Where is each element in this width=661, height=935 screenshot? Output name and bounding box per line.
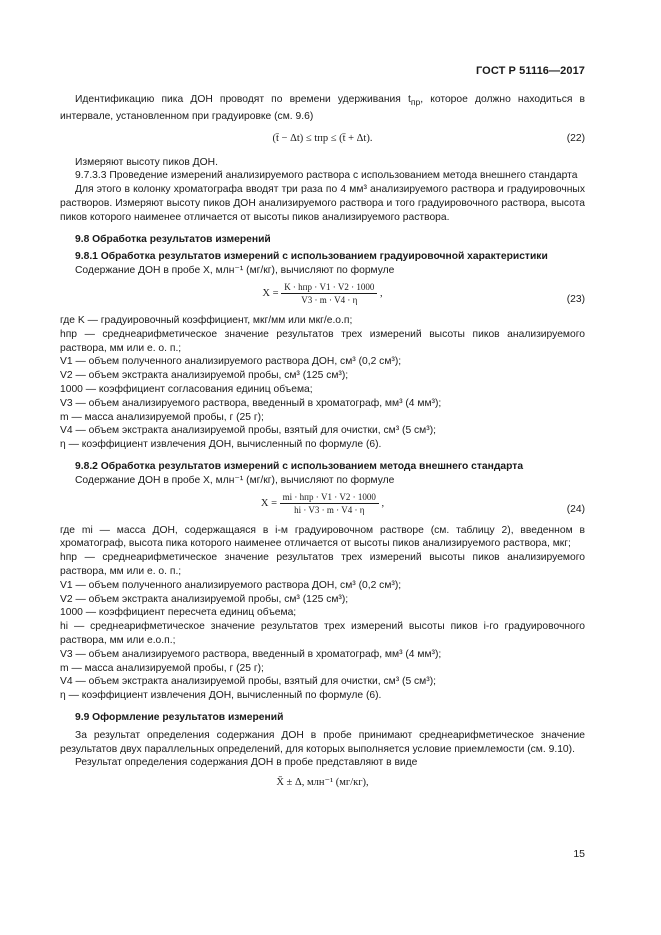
equation-23-fraction — [281, 281, 377, 306]
document-header: ГОСТ Р 51116—2017 — [475, 65, 585, 77]
definition-item: m — масса анализируемой пробы, г (25 г); — [60, 662, 264, 674]
equation-24-denominator: hi · V3 · m · V4 · η — [294, 504, 365, 515]
definition-item: V3 — объем анализируемого раствора, введенный в хроматограф, мм³ (4 мм³); — [60, 397, 442, 409]
equation-24-tail: , — [381, 497, 385, 509]
equation-23-number: (23) — [566, 294, 585, 306]
definition-item: 1000 — коэффициент согласования единиц объема; — [60, 384, 313, 395]
definition-item: m — масса анализируемой пробы, г (25 г); — [60, 411, 264, 423]
definition-item: η — коэффициент извлечения ДОН, вычисленный по формуле (6). — [60, 690, 382, 702]
page-number: 15 — [573, 848, 585, 860]
definition-item: V4 — объем экстракта анализируемой пробы, взятый для очистки, см³ (5 см³); — [60, 676, 436, 688]
definition-item: hi — среднеарифметическое значение результатов трех измерений высоты пиков i-го градуировочного раствора, мм или е.о.п.; — [60, 621, 585, 646]
paragraph-identification: Идентификацию пика ДОН проводят по времени удерживания $t_{пр}$, которое должно находиться в интервале, установленном при градуировке (см. 9.6) — [60, 94, 585, 122]
paragraph-9733: 9.7.3.3 Проведение измерений анализируемого раствора с использованием метода внешнего стандарта — [75, 170, 578, 182]
equation-24-fraction — [280, 491, 379, 516]
definition-item: V1 — объем полученного анализируемого раствора ДОН, см³ (0,2 см³); — [60, 356, 402, 368]
definition-item: V3 — объем анализируемого раствора, введенный в хроматограф, мм³ (4 мм³); — [60, 648, 442, 660]
definition-item: 1000 — коэффициент пересчета единиц объема; — [60, 607, 297, 619]
equation-23 — [60, 278, 585, 314]
equation-22-expression: (t̄ − Δt) ≤ tпр ≤ (t̄ + Δt). — [272, 132, 373, 144]
paragraph-formula-intro-23: Содержание ДОН в пробе X, млн⁻¹ (мг/кг), вычисляют по формуле — [75, 265, 395, 277]
definition-item: hпр — среднеарифметическое значение результатов трех измерений высоты пиков анализируемого раствора, мм или е. о. п.; — [60, 552, 585, 577]
paragraph-measure-heights: Измеряют высоту пиков ДОН. — [75, 156, 218, 168]
equation-24 — [60, 488, 585, 524]
definitions-23 — [60, 314, 585, 452]
definition-item: V1 — объем полученного анализируемого раствора ДОН, см³ (0,2 см³); — [60, 579, 402, 591]
definitions-24 — [60, 524, 585, 703]
equation-24-lhs: X = — [260, 497, 278, 509]
definition-item: η — коэффициент извлечения ДОН, вычисленный по формуле (6). — [60, 439, 382, 451]
paragraph-result-format: Результат определения содержания ДОН в пробе представляют в виде — [75, 757, 418, 769]
section-heading-9-8-2: 9.8.2 Обработка результатов измерений с использованием метода внешнего стандарта — [75, 460, 524, 472]
definition-item: V2 — объем экстракта анализируемой пробы, см³ (125 см³); — [60, 593, 349, 605]
paragraph-result-definition: За результат определения содержания ДОН в пробе принимают среднеарифметическое значение результатов двух параллельных определений, для которых выполняется условие приемлемости (см. 9.10). — [60, 729, 585, 755]
equation-23-tail: , — [379, 287, 383, 299]
equation-23-denominator: V3 · m · V4 · η — [301, 295, 358, 306]
paragraph-injection: Для этого в колонку хроматографа вводят три раза по 4 мм³ анализируемого раствора и градуировочных растворов. Измеряют высоту пиков ДОН анализируемого раствора и того градуировочного раствора, высота пиков которого наименее отличается от высоты пиков анализируемого раствора. — [60, 184, 585, 223]
equation-final — [60, 776, 585, 800]
equation-22-number: (22) — [566, 132, 585, 144]
equation-23-lhs: X = — [262, 287, 279, 299]
section-heading-9-8: 9.8 Обработка результатов измерений — [75, 233, 271, 245]
definition-item: где K — градуировочный коэффициент, мкг/мм или мкг/е.о.п; — [60, 315, 353, 327]
equation-final-expression: X̄ ± Δ, млн⁻¹ (мг/кг), — [276, 777, 369, 789]
definition-item: hпр — среднеарифметическое значение результатов трех измерений высоты пиков анализируемого раствора, мм или е. о. п.; — [60, 328, 585, 354]
paragraph-formula-intro-24: Содержание ДОН в пробе X, млн⁻¹ (мг/кг), вычисляют по формуле — [75, 474, 395, 486]
equation-23-numerator: K · hпр · V1 · V2 · 1000 — [281, 281, 377, 294]
equation-24-numerator: mi · hпр · V1 · V2 · 1000 — [280, 491, 379, 504]
definition-item: V4 — объем экстракта анализируемой пробы, взятый для очистки, см³ (5 см³); — [60, 425, 436, 437]
section-heading-9-9: 9.9 Оформление результатов измерений — [75, 711, 284, 723]
definition-item: где mi — масса ДОН, содержащаяся в i-м градуировочном растворе (см. таблицу 2), введенном в хроматограф, высота пика которого наименее отличается от высоты пиков анализируемого раствора, мкг; — [60, 524, 585, 550]
definition-item: V2 — объем экстракта анализируемой пробы, см³ (125 см³); — [60, 370, 349, 382]
page-content — [60, 93, 585, 800]
equation-22 — [60, 132, 585, 156]
section-heading-9-8-1: 9.8.1 Обработка результатов измерений с использованием градуировочной характеристики — [75, 251, 548, 263]
equation-24-number: (24) — [566, 503, 585, 515]
